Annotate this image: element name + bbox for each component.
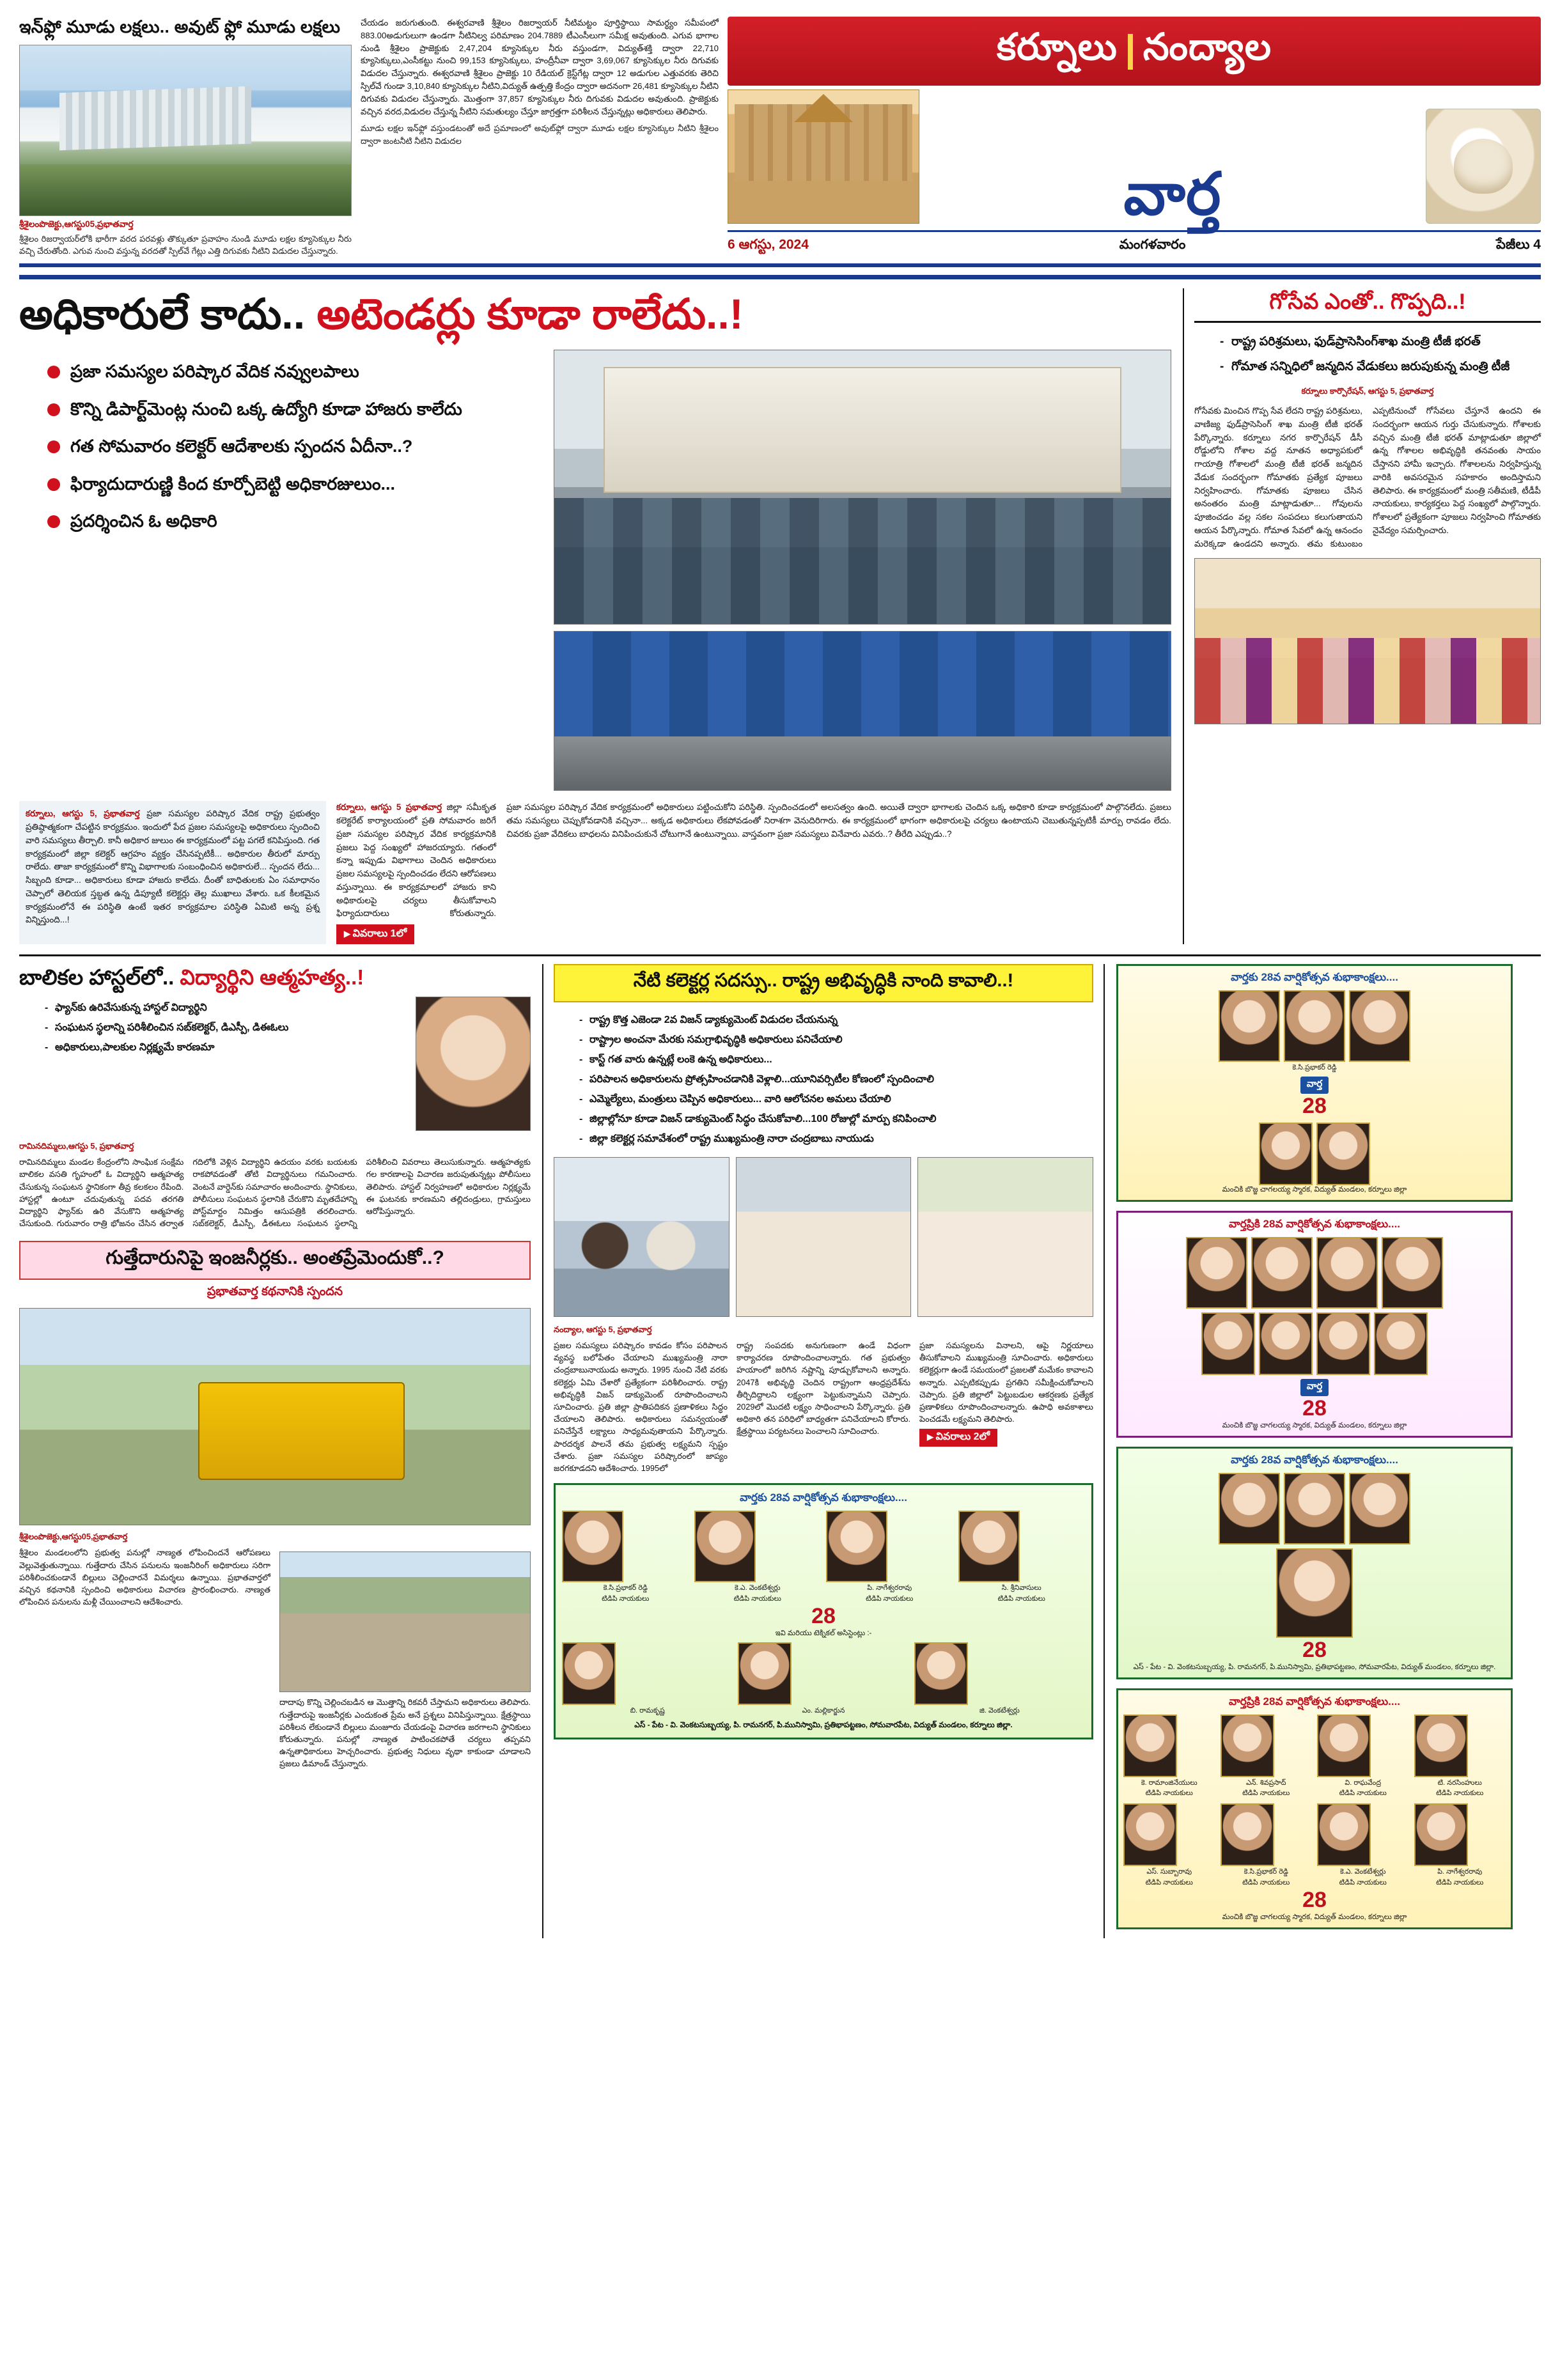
portrait-photo: [562, 1642, 616, 1705]
ad-cell: [1123, 1715, 1215, 1799]
portrait-photo: [1219, 990, 1280, 1062]
rail-bullet-list: [1194, 333, 1541, 376]
hostel-byline: రామినదిమ్మలు,ఆగస్టు 5, ప్రభాతవార్త: [19, 1141, 134, 1151]
portrait-photo: [1123, 1803, 1177, 1866]
ad-person-name: ఎస్. సుబ్బారావు: [1146, 1868, 1192, 1876]
contractor-headline: గుత్తేదారునిపై ఇంజనీర్లకు.. అంతప్రేమెందుకో..?: [19, 1241, 531, 1280]
ad-cell: [958, 1511, 1086, 1604]
ad-title: వార్తప్రికి 28వ వార్షికోత్సవ శుభాకాంక్షలు....: [1228, 1695, 1401, 1707]
dateline-pages: పేజీలు 4: [1496, 237, 1541, 252]
rock-site-photo: [279, 1552, 531, 1692]
ad-faces-lower: [1123, 1548, 1506, 1638]
ad-title: వార్తప్రికి 28వ వార్షికోత్సవ శుభాకాంక్షలు....: [1228, 1217, 1401, 1230]
ad-cell: [1317, 1803, 1409, 1888]
ad-person-name: కె. రామాంజినేయులు: [1141, 1778, 1197, 1787]
minister-photo: [736, 1157, 912, 1317]
anniversary-number: 28: [1302, 1396, 1327, 1420]
ad-person-role: టిడిపి నాయకులు: [1145, 1789, 1193, 1798]
paper-title: వార్త: [1123, 162, 1222, 227]
ad-cell: [1317, 1715, 1409, 1799]
portrait-photo: [1186, 1237, 1247, 1309]
audience-seats-photo: [554, 631, 1171, 791]
portrait-photo: [1219, 1473, 1280, 1544]
ad-cell: [1221, 1715, 1313, 1799]
ad-person-role: టిడిపి నాయకులు: [866, 1594, 914, 1603]
list-item: - రాష్ట్ర పరిశ్రమలు, ఫుడ్‌ప్రాసెసింగ్‌శాఖ మంత్రి టీజీ భరత్: [1220, 333, 1541, 351]
ad-cell: [694, 1511, 822, 1604]
ad-face-grid: [1123, 1715, 1506, 1888]
ad-cell: [562, 1642, 733, 1716]
lead-column-3-text: ప్రజా సమస్యల పరిష్కార వేదిక కార్యక్రమంలో అధికారులు పట్టించుకోని పరిస్థితి. స్పందించడంలో అలసత్వం ఉంది. అయితే ద్వారా భాగాలకు చెందిన ఒక్క అధికారి కూడా కార్యక్రమంలో పాల్గొనలేదు. ప్రజలు తమ సమస్యలు చెప్పుకోవడానికి వచ్చినా... అక్కడ అధికారులు లేకపోవడంతో నిరాశగా వెనుదిరిగారు. ఈ కార్యక్రమంలో భాగంగా అధికారులపై చర్యలు ఉంటాయని చెబుతున్నప్పటికీ మార్పు రావడం లేదు. చివరకు ప్రజా వేదికలు బాధలను వినిపించుకునే చోటుగానే ఉంటున్నాయి. వాస్తవంగా ప్రజా సమస్యలు వినేవారు ఎవరు..? తీరేది ఎప్పుడు..?: [506, 802, 1171, 839]
anniversary-number: 28: [1302, 1637, 1327, 1662]
portrait-photo: [1349, 1473, 1410, 1544]
dam-photo-credit: శ్రీశైలంపొజెక్టు,ఆగస్టు05,ప్రభాతవార్త: [19, 219, 134, 229]
ad-faces-lower: [1123, 1312, 1506, 1375]
portrait-photo: [1414, 1715, 1468, 1777]
ad-footer-note: ఇవి మరియు టెక్నికల్ అసిస్టెంట్లు :-: [775, 1629, 872, 1637]
ad-cell: [1221, 1803, 1313, 1888]
ad-title: వార్తకు 28వ వార్షికోత్సవ శుభాకాంక్షలు....: [1231, 971, 1398, 984]
ad-block-1[interactable]: [1116, 964, 1513, 1202]
dam-photo: [19, 45, 352, 216]
portrait-photo: [1349, 990, 1410, 1062]
section-rule-1: [19, 954, 1541, 956]
anniversary-number: 28: [811, 1603, 836, 1628]
conference-column-1: ప్రజల సమస్యలు పరిష్కారం కావడం కోసం పరిపాలన వ్యవస్థ బలోపేతం చేయాలని ముఖ్యమంత్రి నారా చంద్రబాబునాయుడు అన్నారు. 1995 నుంచి నేటి వరకు కలెక్టర్లు ఏమి చేశారో ప్రత్యేకంగా పరిశీలించారు. రాష్ట్ర అభివృద్ధికి విజన్ డాక్యుమెంట్ రూపొందించాలని సూచించారు. ప్రతి జిల్లా ప్రాతిపదికన ప్రణాళికలు సిద్ధం చేయాలని తెలిపారు. అధికారులు సమన్వయంతో పనిచేస్తేనే లక్ష్యాలు సాధ్యమవుతాయని పేర్కొన్నారు. పారదర్శక పాలనే తమ ప్రభుత్వ లక్ష్యమని స్పష్టం చేశారు. ప్రజా సమస్యల పరిష్కారంలో జాప్యం జరగకూడదని ఆదేశించారు. 1995లో: [554, 1341, 728, 1473]
victim-portrait-photo: [416, 997, 531, 1131]
portrait-photo: [1374, 1312, 1428, 1375]
nameplate-right-title: నంద్యాల: [1143, 26, 1272, 68]
portrait-photo: [1414, 1803, 1468, 1866]
ad-person-role: టిడిపి నాయకులు: [1436, 1878, 1484, 1886]
portrait-photo: [1382, 1237, 1443, 1309]
advertisements-column: [1116, 964, 1513, 1938]
portrait-photo: [1317, 1803, 1371, 1866]
ad-person-name: పి. నాగేశ్వరరావు: [867, 1584, 912, 1592]
contractor-photo-credit: శ్రీశైలంపొజెక్టు,ఆగస్టు05,ప్రభాతవార్త: [19, 1532, 128, 1542]
lead-column-2-text: జిల్లా సమీకృత కలెక్టరేట్ కార్యాలయంలో ప్రతి సోమవారం జరిగే ప్రజా సమస్యల పరిష్కార వేదిక కార్యక్రమానికి ప్రజలు పెద్ద సంఖ్యలో హాజరయ్యారు. గతంలో కన్నా ఇప్పుడు విభాగాలు చెందిన అధికారులు ప్రజల సమస్యలపై స్పందించడం లేదని ఆరోపణలు వస్తున్నాయి. ఈ కార్యక్రమాలలో హాజరు కాని అధికారులపై చర్యలు తీసుకోవాలని ఫిర్యాదుదారులు కోరుతున్నారు.: [336, 802, 496, 919]
officials-photo: [554, 1157, 729, 1317]
list-item: ప్రజా సమస్యల పరిష్కార వేదిక నవ్వులపాలు: [45, 360, 543, 383]
portrait-photo: [1123, 1715, 1177, 1777]
ad-person-name: వి. రాఘవేంద్ర: [1345, 1778, 1382, 1787]
ad-person-name: సి. శ్రీనివాసులు: [1001, 1584, 1041, 1592]
portrait-photo: [738, 1642, 792, 1705]
anniversary-number: 28: [1302, 1093, 1327, 1118]
ad-title: వార్తకు 28వ వార్షికోత్సవ శుభాకాంక్షలు....: [1231, 1453, 1398, 1466]
paper-logo-badge: వార్త: [1300, 1077, 1329, 1094]
dam-photo-caption: శ్రీశైలం రిజర్వాయర్‌లోకి భారీగా వరద పరవళ్లు తొక్కుతూ ప్రవాహం నుండి మూడు లక్షల క్యూసెక్కుల నీరు వచ్చి చేరుతోంది. ఎగువ నుంచి వస్తున్న వరదతో స్పిల్‌వే గేట్లు ఎత్తి దిగువకు నీటిని విడుదల చేస్తున్నారు.: [19, 233, 352, 256]
portrait-photo: [914, 1642, 968, 1705]
list-item: - పరిపాలన అధికారులను ప్రోత్సహించడానికి వెళ్లాలి...యూనివర్సిటీల కోణంలో స్పందించాలి: [579, 1072, 1093, 1087]
ad-cell: [1414, 1803, 1506, 1888]
lead-column-1: [19, 801, 326, 944]
rail-byline: కర్నూలు కార్పొరేషన్, ఆగస్టు 5, ప్రభాతవార్త: [1301, 386, 1434, 396]
portrait-photo: [694, 1511, 756, 1582]
list-item: ఫిర్యాదుదారుణ్ణి కింద కూర్చోబెట్టి అధికారజులుం...: [45, 472, 543, 495]
masthead-rule: [19, 275, 1541, 279]
ad-person-name: ఎం. మల్లికార్జున: [802, 1706, 845, 1715]
conference-bullet-list: [554, 1013, 1093, 1147]
portrait-photo: [1316, 1237, 1378, 1309]
ad-cell: [1414, 1715, 1506, 1799]
portrait-photo: [1284, 1473, 1345, 1544]
lead-column-1-text: ప్రజా సమస్యల పరిష్కార వేదిక రాష్ట్ర ప్రభుత్వం ప్రతిష్ఠాత్మకంగా చేపట్టిన కార్యక్రమం. ఇందులో పేద ప్రజల సమస్యలపై అధికారులు స్పందించి వారి సమస్యలు తీర్చాలి. కానీ అధికార జులుం ఈ కార్యక్రమంలో పట్ట పగలే కనిపిస్తుంది. గత కార్యక్రమంలో జిల్లా కలెక్టర్ ఆగ్రహం వ్యక్తం చేసినప్పటికీ... అధికారుల తీరులో మార్పు రాలేదు. తాజా కార్యక్రమంలో కొన్ని విభాగాలకు సంబంధించిన అధికారులే... స్పందన లేదు... సిబ్బంది కూడా... అధికారులు కూడా హాజరు కాలేదు. దీంతో బాధితులకు ఏం సమాధానం చెప్పాలో తెలియక స్తబ్ధత ఉన్న డిప్యూటీ కలెక్టర్లు తెల్ల ముఖాలు వేశారు. ఒక కీలకమైన కార్యక్రమంలోనే ఈ పరిస్థితి ఉంటే ఇతర కార్యక్రమాల పరిస్థితి ఏమిటి అన్న ప్రశ్న విన్నిస్తుంది...!: [26, 809, 320, 925]
lead-story-headline: [19, 291, 1171, 338]
ad-faces: [1123, 1473, 1506, 1544]
list-item: ప్రదర్శించిన ఓ అధికారి: [45, 509, 543, 533]
portrait-photo: [1201, 1312, 1255, 1375]
ad-person-name: కె.ఎ. వెంకటేశ్వర్లు: [734, 1584, 781, 1592]
collectors-conference-story: [542, 964, 1105, 1938]
portrait-photo: [826, 1511, 887, 1582]
portrait-photo: [1284, 990, 1345, 1062]
ad-block-2[interactable]: [1116, 1211, 1513, 1438]
ad-block-3[interactable]: [1116, 1447, 1513, 1679]
hostel-bullet-list: [19, 1000, 531, 1055]
hostel-headline-part2: విద్యార్థిని ఆత్మహత్య..!: [180, 965, 364, 990]
list-item: - ఎమ్మెల్యేలు, మంత్రులు చెప్పిన అధికారులు... వారి ఆలోచనల అమలు చేయాలి: [579, 1092, 1093, 1107]
ad-person-role: టిడిపి నాయకులు: [1339, 1789, 1387, 1798]
ad-person-role: టిడిపి నాయకులు: [733, 1594, 781, 1603]
hostel-headline: [19, 964, 531, 990]
ad-cell: [1123, 1803, 1215, 1888]
lead-bullets-and-photo: [19, 350, 1171, 791]
ad-bottom-strip: ఎస్ - పేట - వి. వెంకటసుబ్బయ్య, పి. రామనగర్, పి.మునిస్వామి, ప్రతిభాపట్టణం, సోమవారపేట, విద్యుత్ మండలం, కర్నూలు జిల్లా.: [634, 1720, 1013, 1730]
rail-body-text: గోసేవకు మించిన గొప్ప సేవ లేదని రాష్ట్ర పరిశ్రమలు, వాణిజ్య ఫుడ్‌ప్రాసెసింగ్ శాఖ మంత్రి టీజీ భరత్ పేర్కొన్నారు. కర్నూలు నగర కార్పొరేషన్ డీసీ రోడ్డులోని గోశాల వద్ద నూతన అధ్యాపకులో గాయాత్రి గోశాలలో మంత్రి టీజీ భరత్ జన్మదిన వేడుక సందర్భంగా గోమాతకు ప్రత్యేక పూజలు నిర్వహించారు. గోమాతకు పూజలు చేసిన అనంతరం మంత్రి మాట్లాడుతూ... గోవులను పూజించడం వల్ల సకల సంపదలు కలుగుతాయని ఆయన పేర్కొన్నారు. గోమాత సేవలో ఉన్న ఆనందం మరెక్కడా ఉండదని అన్నారు. తమ కుటుంబం ఎప్పటినుంచో గోసేవలు చేస్తూనే ఉందని ఈ సందర్భంగా ఆయన గుర్తు చేసుకున్నారు. గోశాలకు వచ్చిన మంత్రి టీజీ భరత్ మాట్లాడుతూ జిల్లాలో ఉన్న గోశాలల అభివృద్ధికి తనవంతు సాయం చేస్తానని హామీ ఇచ్చారు. గోశాలలను నిర్వహిస్తున్న వారికి అవసరమైన సహకారం అందిస్తామని తెలిపారు. ఈ కార్యక్రమంలో మంత్రి సతీమణి, టీడీపీ నాయకులు, కార్యకర్తలు పెద్ద సంఖ్యలో పాల్గొన్నారు. గోశాలలో ప్రత్యేకంగా పూజలు నిర్వహించి గోమాతకు నైవేద్యం సమర్పించారు.: [1194, 406, 1541, 548]
ad-faces-lower: [1123, 1123, 1506, 1185]
hostel-headline-part1: బాలికల హాస్టల్‌లో..: [19, 965, 175, 990]
conference-continued-tag[interactable]: ▶ వివరాలు 2లో: [919, 1429, 997, 1447]
ad-person-role: టిడిపి నాయకులు: [1242, 1878, 1290, 1886]
rail-headline: గోసేవ ఎంతో.. గొప్పది..!: [1194, 288, 1541, 323]
goshala-photo: [1194, 558, 1541, 724]
hostel-suicide-story: [19, 964, 531, 1938]
dateline-day: మంగళవారం: [1119, 237, 1186, 252]
portrait-photo: [1221, 1715, 1274, 1777]
list-item: - గోమాత సన్నిధిలో జన్మదిన వేడుకలు జరుపుకున్న మంత్రి టీజీ: [1220, 358, 1541, 376]
portrait-photo: [1276, 1548, 1353, 1638]
ad-person-name: పి. నాగేశ్వరరావు: [1437, 1868, 1483, 1876]
list-item: కొన్ని డిపార్ట్‌మెంట్ల నుంచి ఒక్క ఉద్యోగి కూడా హాజరు కాలేదు: [45, 398, 543, 421]
ad-person-role: టిడిపి నాయకులు: [602, 1594, 650, 1603]
byline: కర్నూలు, ఆగస్టు 5 ప్రభాతవార్త: [336, 802, 442, 813]
ad-footer-note: మంచికి బొజ్జ చాగలయ్య స్మారక, విద్యుత్ మండలం, కర్నూలు జిల్లా: [1222, 1185, 1407, 1194]
portrait-photo: [1251, 1237, 1313, 1309]
contractor-subhead: ప్రభాతవార్త కథనానికి స్పందన: [207, 1285, 343, 1299]
paper-logo-badge: వార్త: [1300, 1379, 1329, 1396]
ad-face-grid: [562, 1511, 1085, 1604]
ad-person-name: కె.సి.ప్రభాకర్ రెడ్డి: [603, 1584, 648, 1592]
ad-person-name: జి. వెంకటేశ్వర్లు: [979, 1706, 1020, 1715]
list-item: - సంఘటన స్థలాన్ని పరిశీలించిన సబ్‌కలెక్టర్, డిఎస్పీ, డిఈఓలు: [45, 1020, 531, 1036]
masthead-article-text: చేయడం జరుగుతుంది. ఈశ్వరవాణి శ్రీశైలం రిజర్వాయర్ నీటిమట్టం పూర్తిస్థాయి సామర్థ్యం సమీపంలో 883.00అడుగులుగా ఉండగా నీటినిల్వ పరిమాణం 204.7889 టీఎంసీలుగా సమీక్ష అవుతుంది. ఎగువ భాగాల నుండి శ్రీశైలం ప్రాజెక్టుకు 2,47,204 క్యూసెక్కుల నీరు వస్తుండగా, విద్యుత్‌శక్తి ద్వారా 22,710 క్యూసెక్కులు,ఎంసీకట్టు నుంచి 99,153 క్యూసెక్కులు, హంద్రీనీవా ద్వారా 3,69,067 క్యూసెక్కుల నీరు దిగువకు విడుదల చేస్తున్నారు. ఈశ్వరవాణి శ్రీశైలం ప్రాజెక్టు 10 రేడియల్ క్రెస్ట్‌గేట్ల ద్వారా 12 అడుగుల ఎత్తువరకు తెరిచి స్పిల్‌వే గుండా 3,10,840 క్యూసెక్కుల నీటిని,విద్యుత్ ఉత్పత్తి కేంద్రం ద్వారా అదనంగా 26,481 క్యూసెక్కుల నీటిని దిగువకు విడుదల చేస్తున్నారు. మొత్తంగా 37,857 క్యూసెక్కుల నీరు దిగువకు విడుదల అవుతుంది. ప్రాజెక్టుకు వచ్చిన వరద,విడుదల చేస్తున్న నీటిని సమతుల్యం చేస్తూ జాగ్రత్తగా పరిశీలన చేస్తున్నట్లు అధికారులు తెలిపారు.: [361, 18, 719, 116]
lead-column-2: [336, 801, 496, 944]
temple-illustration: [728, 89, 919, 224]
right-rail-story: [1183, 288, 1541, 944]
portrait-photo: [958, 1511, 1020, 1582]
conference-column-3: ప్రజా సమస్యలను వినాలని, ఆపై నిర్ణయాలు తీసుకోవాలని ముఖ్యమంత్రి సూచించారు. అధికారులు కలెక్టర్లుగా ఉండే సమయంలో ప్రజలతో మమేకం కావాలని అన్నారు. ఎప్పటికప్పుడు ప్రగతిని సమీక్షించుకోవాలని చెప్పారు. ప్రతి జిల్లాలో పెట్టుబడుల ఆకర్షణకు ప్రత్యేక ప్రణాళికలు రూపొందించాలన్నారు. ఉపాధి అవకాశాలు పెంచడమే లక్ష్యమని తెలిపారు.: [919, 1341, 1093, 1424]
ad-person-role: టిడిపి నాయకులు: [1436, 1789, 1484, 1798]
dateline: [728, 230, 1541, 256]
ad-person-role: టిడిపి నాయకులు: [1339, 1878, 1387, 1886]
ad-block-4[interactable]: [1116, 1688, 1513, 1929]
portrait-photo: [1259, 1312, 1313, 1375]
lead-story: [19, 288, 1171, 944]
list-item: - జిల్లా కలెక్టర్ల సమావేశంలో రాష్ట్ర ముఖ్యమంత్రి నారా చంద్రబాబు నాయుడు: [579, 1132, 1093, 1147]
masthead-middle-text: [361, 17, 719, 257]
ad-person-name: కె.సి.ప్రభాకర్ రెడ్డి: [1244, 1868, 1288, 1876]
list-item: - అధికారులు,పాలకుల నిర్లక్ష్యమే కారణమా: [45, 1040, 531, 1055]
top-section: [19, 288, 1541, 944]
nameplate: [728, 17, 1541, 86]
nameplate-graphics: [728, 89, 1541, 227]
ad-person-role: టిడిపి నాయకులు: [997, 1594, 1045, 1603]
anniversary-ad-wide: [554, 1483, 1093, 1739]
ad-person-name: టి. నరసింహులు: [1437, 1778, 1482, 1787]
nandi-illustration: [1426, 109, 1541, 224]
ad-person-role: టిడిపి నాయకులు: [1145, 1878, 1193, 1886]
list-item: - ఫ్యాన్‌కు ఉరివేసుకున్న హాస్టల్ విద్యార్థిని: [45, 1000, 531, 1016]
ad-person-name: కె.సి.ప్రభాకర్ రెడ్డి: [1292, 1064, 1337, 1072]
hostel-body-text: రామినదిమ్మలు మండల కేంద్రంలోని సాంఘిక సంక్షేమ బాలికల వసతి గృహంలో ఓ విద్యార్థిని ఆత్మహత్య చేసుకున్న సంఘటన స్థానికంగా తీవ్ర కలకలం రేపింది. హాస్టల్లో ఉంటూ చదువుతున్న పదవ తరగతి విద్యార్థిని ఫ్యాన్‌కు ఉరి వేసుకొని ఆత్మహత్య చేసుకుంది. గురువారం రాత్రి భోజనం చేసిన తర్వాత గదిలోకి వెళ్లిన విద్యార్థిని ఉదయం వరకు బయటకు రాకపోవడంతో తోటి విద్యార్థినులు గమనించారు. వెంటనే వార్డెన్‌కు సమాచారం అందించారు. స్థానికులు, పోలీసులు సంఘటన స్థలానికి చేరుకొని మృతదేహాన్ని పోస్ట్‌మార్టం నిమిత్తం ఆసుపత్రికి తరలించారు. సబ్‌కలెక్టర్, డీఎస్పీ, డీఈఓలు సంఘటన స్థలాన్ని పరిశీలించి వివరాలు తెలుసుకున్నారు. ఆత్మహత్యకు గల కారణాలపై విచారణ జరుపుతున్నట్లు పోలీసులు తెలిపారు. హాస్టల్ నిర్వహణలో అధికారుల నిర్లక్ష్యమే ఈ ఘటనకు కారణమని తల్లిదండ్రులు, గ్రామస్తులు ఆరోపిస్తున్నారు.: [19, 1157, 531, 1229]
list-item: - రాష్ట్రాల అంచనా మేరకు సమగ్రాభివృద్ధికి అధికారులు పనిచేయాలి: [579, 1032, 1093, 1048]
masthead-middle-caption: మూడు లక్షల ఇన్‌ఫ్లో వస్తుండటంతో అదే ప్రమాణంలో అవుట్‌ఫ్లో ద్వారా మూడు లక్షల క్యూసెక్కుల నీటిని శ్రీశైలం ద్వారా జంటనీటి నీటిని విడుదల: [361, 123, 719, 146]
masthead-left: [19, 17, 352, 257]
dateline-date: 6 ఆగస్టు, 2024: [728, 237, 809, 252]
continued-tag[interactable]: ▶ వివరాలు 1లో: [336, 924, 414, 944]
lead-story-body: [19, 801, 1171, 944]
middle-section: [19, 964, 1541, 1938]
list-item: - జిల్లాల్లోనూ కూడా విజన్ డాక్యుమెంట్ సిద్ధం చేసుకోవాలి...100 రోజుల్లో మార్పు కనిపించాలి: [579, 1112, 1093, 1127]
byline: కర్నూలు, ఆగస్టు 5, ప్రభాతవార్త: [26, 809, 140, 819]
contractor-column-2: దాదాపు కొన్ని చెల్లించబడిన ఆ మొత్తాన్ని రికవరీ చేస్తామని అధికారులు తెలిపారు. గుత్తేదారుపై ఇంజనీర్లకు ఎందుకంత ప్రేమ అనే ప్రశ్నలు వినిపిస్తున్నాయి. క్షేత్రస్థాయి పరిశీలన లేకుండానే బిల్లులు మంజూరు చేయడంపై విచారణ జరగాలని స్థానికులు కోరుతున్నారు. పనుల్లో నాణ్యత పాటించకపోతే చర్యలు తప్పవని ఉన్నతాధికారులు హెచ్చరించారు. ప్రభుత్వ నిధులు వృథా కాకుండా చూడాలని ప్రజలు డిమాండ్ చేస్తున్నారు.: [279, 1697, 531, 1769]
ad-faces: [1123, 1237, 1506, 1309]
ad-person-name: బి. రామకృష్ణ: [630, 1706, 665, 1715]
ad-footer-note: మంచికి బొజ్జ చాగలయ్య స్మారక, విద్యుత్ మండలం, కర్నూలు జిల్లా: [1222, 1913, 1407, 1921]
lead-headline-part2: అటెండర్లు కూడా రాలేదు..!: [316, 290, 744, 338]
ad-face-grid-2: [562, 1642, 1085, 1716]
anniversary-number: 28: [1302, 1887, 1327, 1912]
jcb-excavator-photo: [19, 1308, 531, 1525]
portrait-photo: [1317, 1715, 1371, 1777]
lead-headline: ఇన్‌ఫ్లో మూడు లక్షలు.. అవుట్ ఫ్లో మూడు లక్షలు: [19, 17, 341, 36]
ad-cell: [914, 1642, 1085, 1716]
lead-headline-part1: అధికారులే కాదు..: [19, 290, 306, 338]
ad-person-name: ఎన్. శివప్రసాద్: [1246, 1778, 1286, 1787]
lead-column-3: [506, 801, 1171, 944]
conference-photos: [554, 1157, 1093, 1317]
chief-minister-photo: [917, 1157, 1093, 1317]
lead-bullet-list: [19, 360, 543, 781]
contractor-column-1: శ్రీశైలం మండలంలోని ప్రభుత్వ పనుల్లో నాణ్యత లోపించిందనే ఆరోపణలు వెల్లువెత్తుతున్నాయి. గుత్తేదారు చేసిన పనులను ఇంజనీరింగ్ అధికారులు సరిగా పరిశీలించకుండానే బిల్లులు చెల్లించారనే విమర్శలు ఉన్నాయి. ప్రభాతవార్తలో వచ్చిన కథనానికి స్పందించి అధికారులు విచారణ ప్రారంభించారు. నాణ్యత లోపించిన పనులను మళ్లీ చేయించాలని ఆదేశించారు.: [19, 1548, 270, 1607]
ad-cell: [826, 1511, 953, 1604]
list-item: గత సోమవారం కలెక్టర్ ఆదేశాలకు స్పందన ఏదీనా..?: [45, 435, 543, 458]
portrait-photo: [1259, 1123, 1313, 1185]
paper-title-block: [927, 162, 1418, 227]
conference-column-2: రాష్ట్ర సంపదకు అనుగుణంగా ఉండే విధంగా కార్యాచరణ రూపొందించాలన్నారు. గత ప్రభుత్వం హయాంలో జరిగిన నష్టాన్ని పూడ్చుకోవాలని అన్నారు. 2047కి అభివృద్ధి చెందిన రాష్ట్రంగా ఆంధ్రప్రదేశ్‌ను తీర్చిదిద్దాలని లక్ష్యంగా పెట్టుకున్నామని చెప్పారు. 2029లో మొదటి లక్ష్యం సాధించాలని పేర్కొన్నారు. ప్రతి అధికారి తన పరిధిలో బాధ్యతగా పనిచేయాలని కోరారు. క్షేత్రస్థాయి పర్యటనలు పెంచాలని సూచించారు.: [737, 1341, 910, 1436]
masthead-nameplate-area: [728, 17, 1541, 257]
nameplate-left-title: కర్నూలు: [997, 26, 1118, 68]
conference-headline: నేటి కలెక్టర్ల సదస్సు.. రాష్ట్ర అభివృద్ధికి నాంది కావాలి..!: [554, 964, 1093, 1002]
ad-title: వార్తకు 28వ వార్షికోత్సవ శుభాకాంక్షలు....: [740, 1491, 907, 1504]
conference-byline: నంద్యాల, ఆగస్టు 5, ప్రభాతవార్త: [554, 1325, 652, 1335]
portrait-photo: [562, 1511, 623, 1582]
masthead: [19, 17, 1541, 267]
ad-footer-note: ఎస్ - పేట - వి. వెంకటసుబ్బయ్య, పి. రామనగర్, పి.మునిస్వామి, ప్రతిభాపట్టణం, సోమవారపేట, విద్యుత్ మండలం, కర్నూలు జిల్లా.: [1133, 1663, 1496, 1671]
ad-footer-note: మంచికి బొజ్జ చాగలయ్య స్మారక, విద్యుత్ మండలం, కర్నూలు జిల్లా: [1222, 1421, 1407, 1429]
list-item: - రాష్ట్ర కొత్త ఎజెండా 2వ విజన్ డ్యాక్యుమెంట్ విడుదల చేయనున్న: [579, 1013, 1093, 1028]
portrait-photo: [1316, 1123, 1370, 1185]
portrait-photo: [1221, 1803, 1274, 1866]
ad-person-role: టిడిపి నాయకులు: [1242, 1789, 1290, 1798]
ad-cell: [562, 1511, 689, 1604]
ad-faces: [1123, 990, 1506, 1062]
ad-person-name: కె.ఎ. వెంకటేశ్వర్లు: [1339, 1868, 1386, 1876]
nameplate-divider: [1128, 34, 1133, 70]
meeting-hall-photo: [554, 350, 1171, 625]
ad-cell: [738, 1642, 909, 1716]
list-item: - కాస్ట్ గత వారు ఉన్నట్లే లంకె ఉన్న అధికారులు...: [579, 1052, 1093, 1068]
portrait-photo: [1316, 1312, 1370, 1375]
